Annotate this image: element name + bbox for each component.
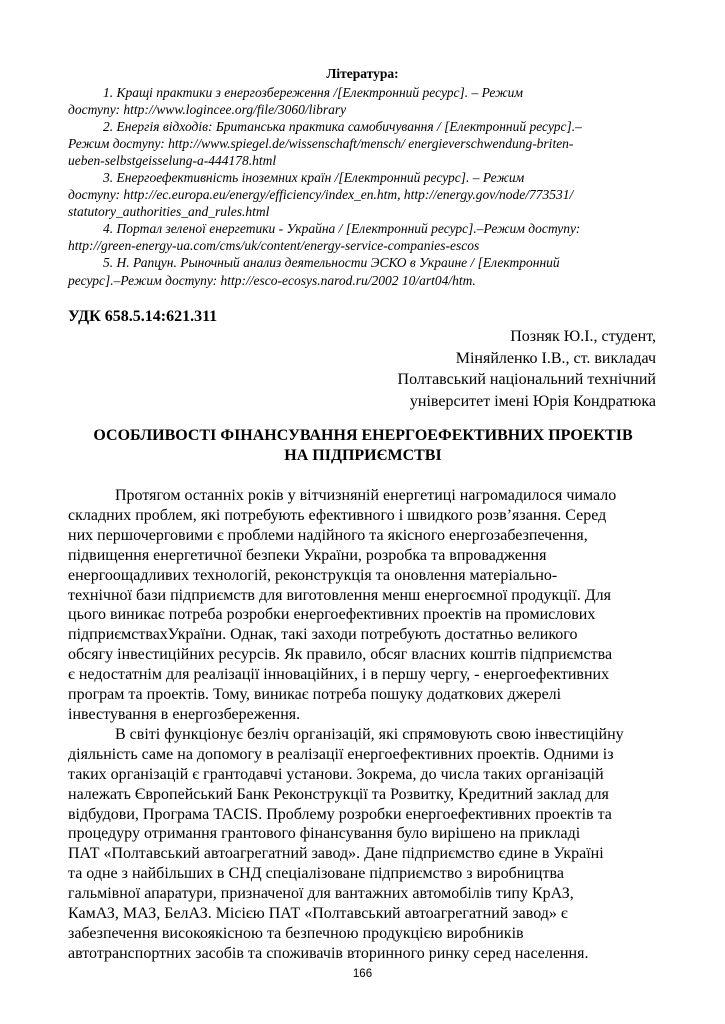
reference-line: 4. Портал зеленої енергетики - Украйна / [Електронний ресурс].–Режим доступу: <box>103 221 581 237</box>
body-line: діяльність саме на допомогу в реалізації енергоефективних проектів. Одними із <box>68 745 614 763</box>
reference-line: 5. Н. Рапцун. Рыночный анализ деятельности ЭСКО в Украине / [Електронний <box>103 255 560 271</box>
reference-line: 1. Кращі практики з енергозбереження /[Електронний ресурс]. – Режим <box>103 85 523 100</box>
references-title: Література: <box>326 66 399 81</box>
body-line: обсягу інвестиційних ресурсів. Як правило, обсяг власних коштів підприємства <box>68 646 613 664</box>
body-line: Протягом останніх років у вітчизняній енергетиці нагромадилося чимало <box>115 487 617 504</box>
reference-line: ресурс].–Режим доступу: http://esco-ecosys.narod.ru/2002 10/art04/htm. <box>68 272 476 288</box>
reference-item <box>68 220 656 254</box>
article-title-line: НА ПІДПРИЄМСТВІ <box>284 447 442 464</box>
body-line: гальмівної апаратури, призначеної для вантажних автомобілів типу КрАЗ, <box>68 885 574 903</box>
body-line: програм та проектів. Тому, виникає потреба пошуку додаткових джерелі <box>68 686 562 704</box>
body-line: забезпечення високоякісною та безпечною продукцією виробників <box>68 924 524 942</box>
reference-line: 2. Енергія відходів: Британська практика самобичування / [Електронний ресурс].– <box>103 119 582 135</box>
body-paragraph <box>68 725 658 964</box>
article-title-line: ОСОБЛИВОСТІ ФІНАНСУВАННЯ ЕНЕРГОЕФЕКТИВНИХ ПРОЕКТІВ <box>93 427 633 444</box>
body-line: таких організацій є грантодавчі установи. Зокрема, до числа таких організацій <box>68 765 604 783</box>
affiliation-line: університет імені Юрія Кондратюка <box>409 392 656 410</box>
body-line: цього виникає потреба розробки енергоефективних проектів на промислових <box>68 606 596 624</box>
body-paragraph <box>68 486 658 725</box>
references-list <box>68 84 656 289</box>
author-line: Міняйленко І.В., ст. викладач <box>455 349 656 367</box>
body-line: В світі функціонує безліч організацій, які спрямовують свою інвестиційну <box>115 725 624 743</box>
reference-line: http://green-energy-ua.com/cms/uk/content/energy-service-companies-escos <box>68 238 480 254</box>
body-line: інвестування в енергозбереження. <box>68 705 301 723</box>
article-title <box>68 426 658 466</box>
reference-line: Режим доступу: http://www.spiegel.de/wissenschaft/mensch/ energieverschwendung-briten- <box>68 136 574 152</box>
body-line: та одне з найбільших в СНД спеціалізоване підприємство з виробництва <box>68 865 564 883</box>
body-line: складних проблем, які потребують ефективного і швидкого розв’язання. Серед <box>68 506 607 524</box>
reference-item <box>68 118 656 169</box>
body-line: підприємствахУкраїни. Однак, такі заходи потребують достатньо великого <box>68 626 578 644</box>
udk-code: УДК 658.5.14:621.311 <box>68 308 218 325</box>
reference-item <box>68 254 656 288</box>
reference-item <box>68 84 656 118</box>
author-block <box>398 326 656 412</box>
author-line: Позняк Ю.І., студент, <box>510 328 656 345</box>
body-line: процедуру отримання грантового фінансування було вирішено на прикладі <box>68 825 581 843</box>
body-line: КамАЗ, МАЗ, БелАЗ. Місією ПАТ «Полтавський автоагрегатний завод» є <box>68 905 568 923</box>
page-number: 166 <box>352 968 373 980</box>
body-line: технічної бази підприємств для виготовлення менш енергоємної продукції. Для <box>68 586 611 604</box>
reference-line: доступу: http://ec.europa.eu/energy/efficiency/index_en.htm, http://energy.gov/node/773531/ <box>68 187 574 203</box>
body-line: підвищення енергетичної безпеки України, розробка та впровадження <box>68 546 547 564</box>
body-line: є недостатнім для реалізації інноваційних, і в першу чергу, - енергоефективних <box>68 666 610 684</box>
reference-line: доступу: http://www.logincee.org/file/3060/library <box>68 102 347 118</box>
body-line: автотранспортних засобів та споживачів вторинного ринку серед населення. <box>68 944 589 962</box>
reference-line: 3. Енергоефективність іноземних країн /[Електронний ресурс]. – Режим <box>103 170 525 186</box>
body-line: енергоощадливих технологій, реконструкція та оновлення матеріально- <box>68 566 558 584</box>
reference-line: statutory_authorities_and_rules.html <box>68 204 270 220</box>
body-line: відбудови, Програма TACIS. Проблему розробки енергоефективних проектів та <box>68 805 612 823</box>
body-line: належать Європейський Банк Реконструкції та Розвитку, Кредитний заклад для <box>68 785 609 803</box>
article-body <box>68 486 658 964</box>
reference-item <box>68 169 656 220</box>
body-line: них першочерговими є проблеми надійного та якісного енергозабезпечення, <box>68 526 588 544</box>
body-line: ПАТ «Полтавський автоагрегатний завод». Дане підприємство єдине в Україні <box>68 845 604 863</box>
reference-line: ueben-selbstgeisselung-a-444178.html <box>68 153 277 169</box>
affiliation-line: Полтавський національний технічний <box>397 371 656 388</box>
